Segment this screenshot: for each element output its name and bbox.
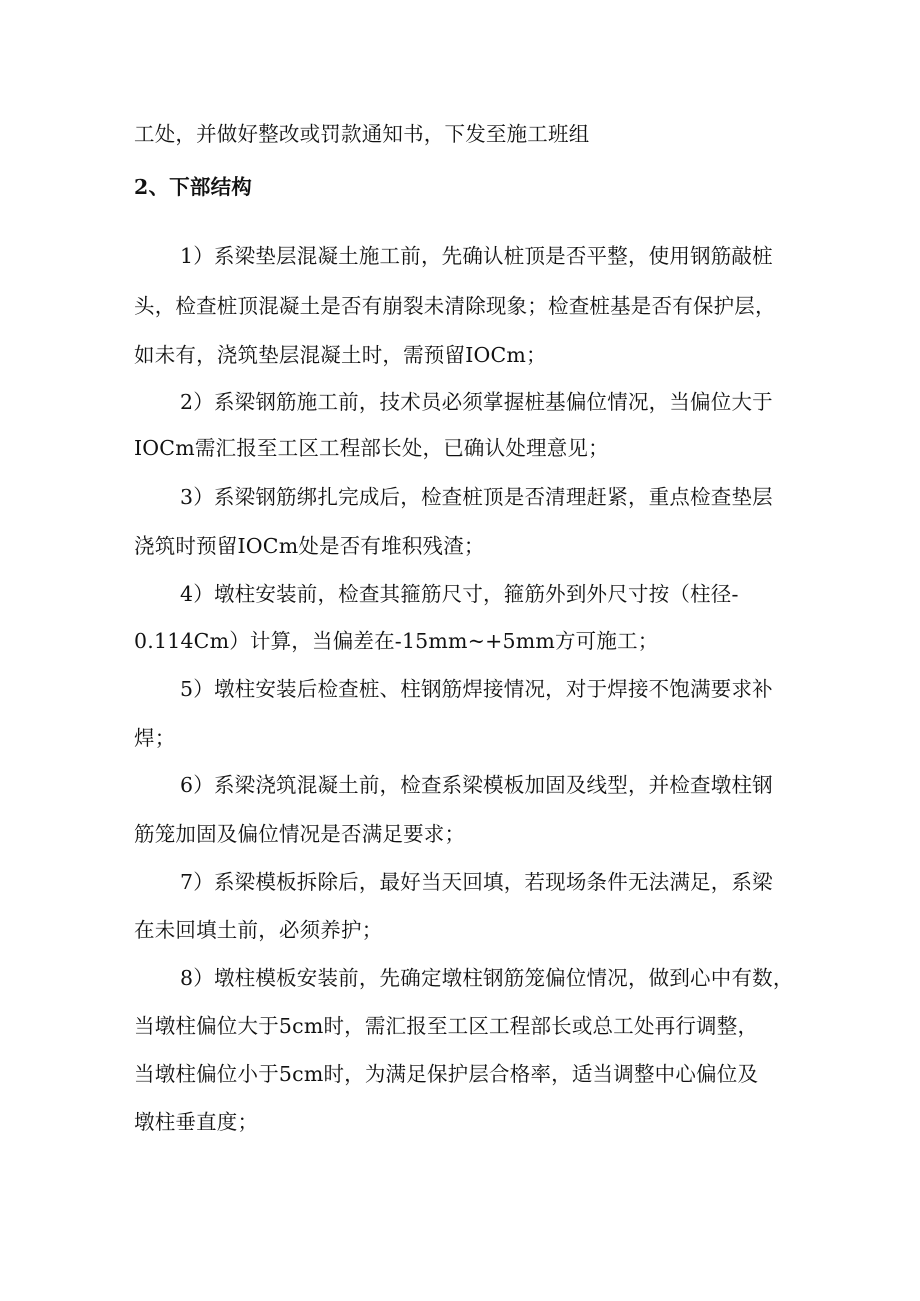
text-line-21: 墩柱垂直度；: [134, 1110, 259, 1134]
text-line-9: 浇筑时预留IOCm处是否有堆积残渣；: [134, 534, 485, 558]
text-line-10: 4）墩柱安装前，检查其箍筋尺寸，箍筋外到外尺寸按（柱径-: [180, 582, 739, 606]
text-line-20: 当墩柱偏位小于5cm时，为满足保护层合格率，适当调整中心偏位及: [134, 1062, 759, 1086]
text-line-6: 2）系梁钢筋施工前，技术员必须掌握桩基偏位情况，当偏位大于: [180, 390, 773, 414]
text-line-3: 1）系梁垫层混凝土施工前，先确认桩顶是否平整，使用钢筋敲桩: [180, 244, 773, 268]
text-line-4: 头，检查桩顶混凝土是否有崩裂未清除现象；检查桩基是否有保护层，: [134, 294, 776, 318]
text-line-8: 3）系梁钢筋绑扎完成后，检查桩顶是否清理赶紧，重点检查垫层: [180, 485, 773, 509]
text-line-7: IOCm需汇报至工区工程部长处，已确认处理意见；: [134, 436, 609, 460]
text-line-19: 当墩柱偏位大于5cm时，需汇报至工区工程部长或总工处再行调整，: [134, 1014, 759, 1038]
text-line-5: 如未有，浇筑垫层混凝土时，需预留IOCm；: [134, 343, 547, 367]
text-line-17: 在未回填土前，必须养护；: [134, 918, 383, 942]
text-line-18: 8）墩柱模板安装前，先确定墩柱钢筋笼偏位情况，做到心中有数，: [180, 966, 794, 990]
text-line-1: 工处，并做好整改或罚款通知书，下发至施工班组: [134, 122, 590, 146]
text-line-15: 筋笼加固及偏位情况是否满足要求；: [134, 822, 466, 846]
text-line-13: 焊；: [134, 726, 176, 750]
text-line-11: 0.114Cm）计算，当偏差在-15mm~+5mm方可施工；: [134, 629, 659, 653]
section-heading: 2、下部结构: [134, 175, 252, 199]
text-line-14: 6）系梁浇筑混凝土前，检查系梁模板加固及线型，并检查墩柱钢: [180, 773, 773, 797]
text-line-12: 5）墩柱安装后检查桩、柱钢筋焊接情况，对于焊接不饱满要求补: [180, 677, 773, 701]
text-line-16: 7）系梁模板拆除后，最好当天回填，若现场条件无法满足，系梁: [180, 870, 773, 894]
